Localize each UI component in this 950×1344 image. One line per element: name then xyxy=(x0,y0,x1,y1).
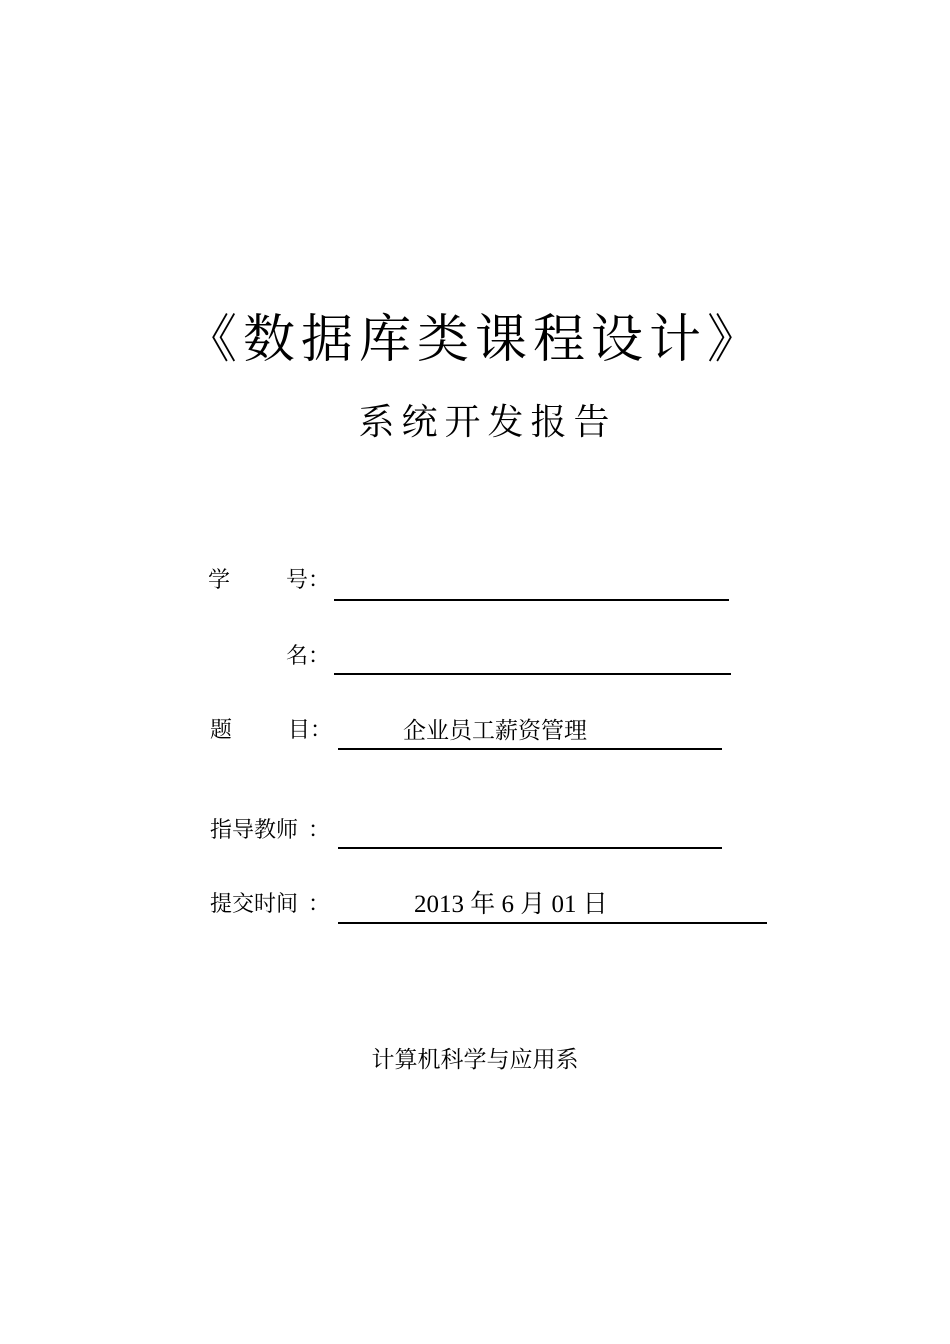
name-underline xyxy=(334,673,731,675)
advisor-label: 指导教师 xyxy=(210,818,299,843)
student-id-underline xyxy=(334,599,729,601)
topic-value: 企业员工薪资管理 xyxy=(403,718,587,744)
report-title: 《数据库类课程设计》 xyxy=(184,310,765,370)
topic-label-part2: 目 xyxy=(288,718,311,743)
name-colon: ： xyxy=(308,644,331,669)
submit-time-colon: ： xyxy=(308,892,331,917)
topic-label-part1: 题 xyxy=(210,718,233,743)
submit-time-label: 提交时间 xyxy=(210,892,299,917)
student-id-label-part1: 学 xyxy=(208,568,231,593)
department-name: 计算机科学与应用系 xyxy=(371,1047,579,1073)
submit-time-value: 2013 年 6 月 01 日 xyxy=(414,891,608,918)
student-id-colon: ： xyxy=(308,568,331,593)
advisor-colon: ： xyxy=(308,818,331,843)
topic-underline xyxy=(338,748,722,750)
submit-time-underline xyxy=(338,922,767,924)
name-label: 名 xyxy=(286,644,309,669)
advisor-underline xyxy=(338,847,722,849)
student-id-label-part2: 号 xyxy=(286,568,309,593)
report-subtitle: 系统开发报告 xyxy=(358,402,617,443)
topic-colon: ： xyxy=(310,718,333,743)
